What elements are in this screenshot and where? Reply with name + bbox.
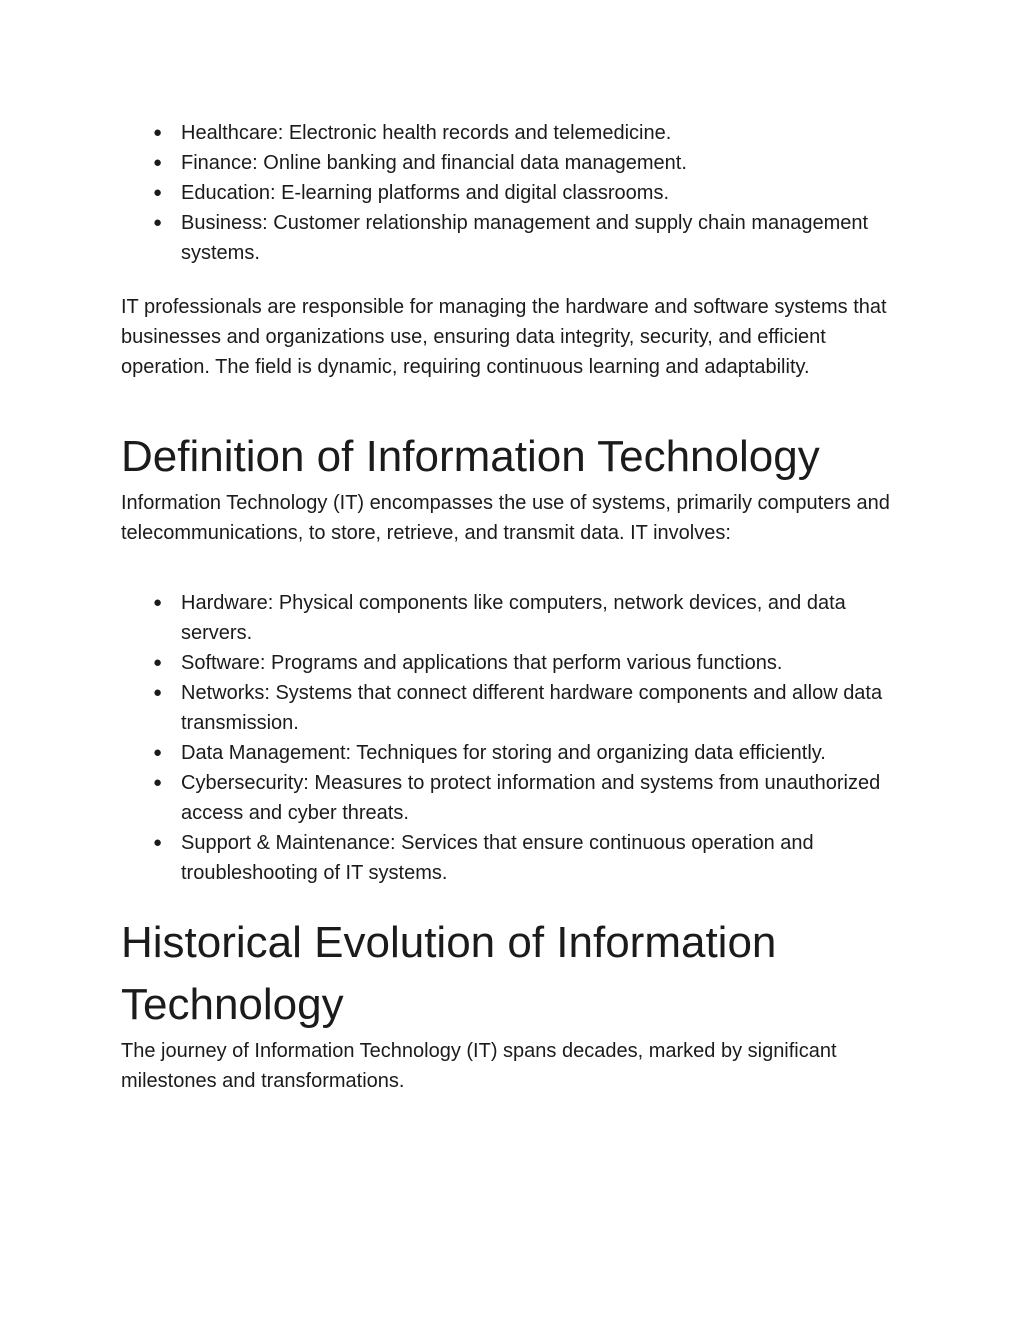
list-item: ● Data Management: Techniques for storing and organizing data efficiently.: [181, 738, 911, 768]
definition-paragraph: Information Technology (IT) encompasses the use of systems, primarily computers and telecommunications, to store, retrieve, and transmit data. IT involves:: [121, 492, 890, 544]
history-heading: Historical Evolution of Information Technology: [121, 918, 777, 1029]
bullet-icon: ●: [153, 124, 163, 141]
list-item: ● Networks: Systems that connect different hardware components and allow data transmission.: [181, 678, 911, 738]
list-item: ● Software: Programs and applications that perform various functions.: [181, 648, 911, 678]
bullet-icon: ●: [153, 214, 163, 231]
list-item: ● Cybersecurity: Measures to protect information and systems from unauthorized access and cyber threats.: [181, 768, 911, 828]
professionals-paragraph: IT professionals are responsible for managing the hardware and software systems that businesses and organizations use, ensuring data integrity, security, and efficient operation. The field is dynamic, requiring continuous learning and adaptability.: [121, 296, 887, 378]
history-paragraph: The journey of Information Technology (IT) spans decades, marked by significant milestones and transformations.: [121, 1040, 837, 1092]
list-item: ● Education: E-learning platforms and digital classrooms.: [181, 178, 911, 208]
list-item: ● Healthcare: Electronic health records and telemedicine.: [181, 118, 911, 148]
list-item: ● Hardware: Physical components like computers, network devices, and data servers.: [181, 588, 911, 648]
bullet-icon: ●: [153, 594, 163, 611]
bullet-icon: ●: [153, 154, 163, 171]
bullet-icon: ●: [153, 184, 163, 201]
bullet-icon: ●: [153, 774, 163, 791]
document-page: [121, 118, 911, 1096]
definition-heading: Definition of Information Technology: [121, 432, 820, 481]
list-item: ● Support & Maintenance: Services that ensure continuous operation and troubleshooting of IT systems.: [181, 828, 911, 888]
bullet-icon: ●: [153, 654, 163, 671]
list-item: ● Business: Customer relationship management and supply chain management systems.: [181, 208, 911, 268]
bullet-icon: ●: [153, 744, 163, 761]
bullet-icon: ●: [153, 834, 163, 851]
it-uses-list: [121, 118, 911, 268]
it-components-list: [121, 588, 911, 888]
list-item: ● Finance: Online banking and financial data management.: [181, 148, 911, 178]
bullet-icon: ●: [153, 684, 163, 701]
